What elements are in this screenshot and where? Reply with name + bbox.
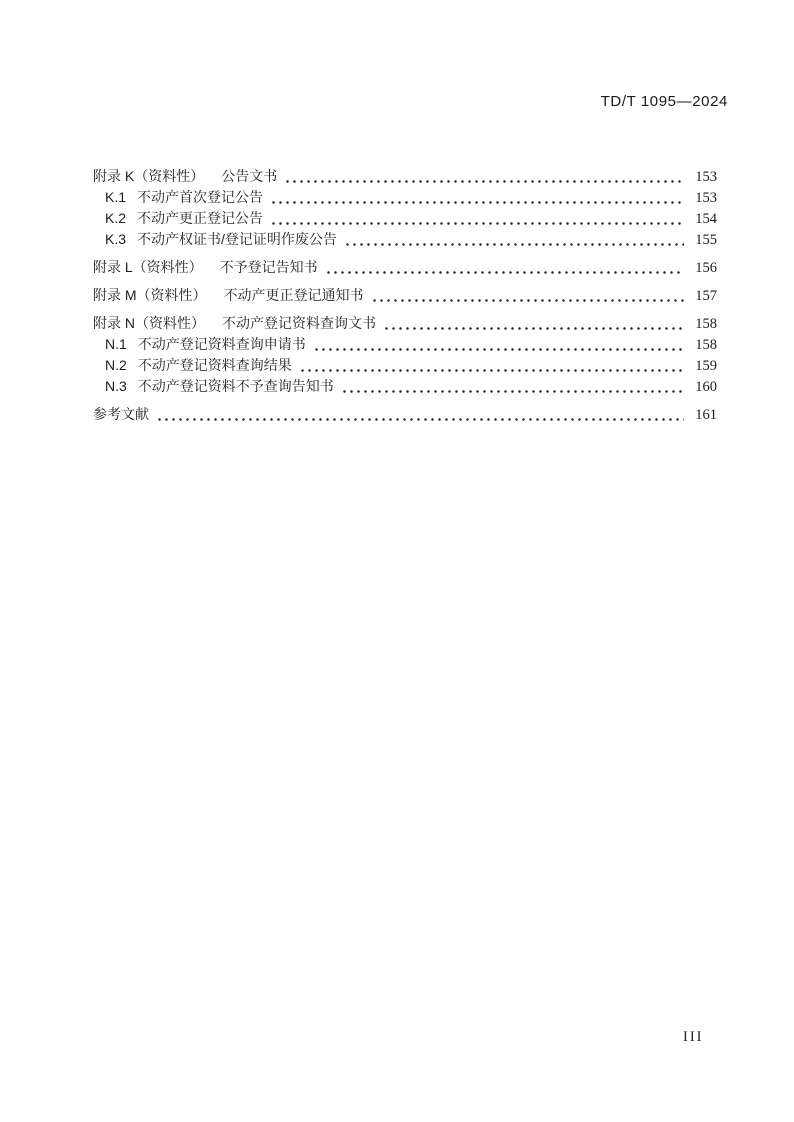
- toc-entry-label: 附录 N（资料性）: [93, 315, 205, 331]
- dot-leader: [341, 376, 684, 397]
- toc-entry-label: K.2: [105, 210, 127, 226]
- toc-entry-title: 不动产登记资料查询申请书: [137, 336, 306, 352]
- toc-entry-page: 160: [695, 379, 717, 395]
- toc-entry-title: 不动产权证书/登记证明作废公告: [137, 231, 337, 247]
- toc: [93, 166, 717, 425]
- toc-row: [93, 187, 717, 208]
- toc-entry-page: 157: [695, 288, 717, 304]
- toc-row: [93, 208, 717, 229]
- toc-row: [93, 313, 717, 334]
- toc-entry-page: 156: [695, 260, 717, 276]
- toc-entry-page: 153: [695, 169, 717, 185]
- dot-leader: [344, 229, 684, 250]
- toc-entry-title: 不动产登记资料查询结果: [137, 357, 292, 373]
- doc-code-header: TD/T 1095—2024: [600, 93, 728, 110]
- toc-row: [93, 334, 717, 355]
- toc-entry-label: N.2: [105, 357, 127, 373]
- toc-entry-title: 不动产登记资料查询文书: [222, 315, 376, 331]
- toc-entry-page: 158: [695, 337, 717, 353]
- toc-entry-label: N.3: [105, 378, 127, 394]
- toc-entry-label: 附录 M（资料性）: [93, 287, 207, 303]
- toc-entry-page: 159: [695, 358, 717, 374]
- toc-entry-page: 154: [695, 211, 717, 227]
- toc-entry-page: 153: [695, 190, 717, 206]
- dot-leader: [299, 355, 684, 376]
- toc-entry-label: N.1: [105, 336, 127, 352]
- dot-leader: [371, 285, 684, 306]
- toc-entry-label: K.3: [105, 231, 127, 247]
- dot-leader: [325, 257, 684, 278]
- toc-entry-label: 附录 L（资料性）: [93, 259, 203, 275]
- toc-row: [93, 166, 717, 187]
- toc-entry-page: 161: [695, 407, 717, 423]
- toc-entry-title: 不予登记告知书: [219, 259, 318, 275]
- page-number: III: [683, 1029, 704, 1045]
- toc-entry-label: 附录 K（资料性）: [93, 168, 205, 184]
- dot-leader: [270, 208, 684, 229]
- toc-entry-label: 参考文献: [93, 406, 149, 422]
- toc-entry-title: 不动产更正登记公告: [137, 210, 264, 226]
- dot-leader: [156, 404, 684, 425]
- dot-leader: [383, 313, 684, 334]
- toc-entry-title: 不动产首次登记公告: [137, 189, 264, 205]
- dot-leader: [313, 334, 684, 355]
- toc-entry-label: K.1: [105, 189, 127, 205]
- toc-row: [93, 355, 717, 376]
- toc-row: [93, 376, 717, 397]
- toc-entry-title: 不动产登记资料不予查询告知书: [137, 378, 334, 394]
- toc-entry-page: 155: [695, 232, 717, 248]
- toc-row: [93, 285, 717, 306]
- toc-row: [93, 229, 717, 250]
- dot-leader: [270, 187, 684, 208]
- toc-entry-title: 公告文书: [221, 168, 278, 184]
- toc-entry-title: 不动产更正登记通知书: [223, 287, 364, 303]
- toc-entry-page: 158: [695, 316, 717, 332]
- dot-leader: [284, 166, 684, 187]
- toc-row: [93, 404, 717, 425]
- toc-row: [93, 257, 717, 278]
